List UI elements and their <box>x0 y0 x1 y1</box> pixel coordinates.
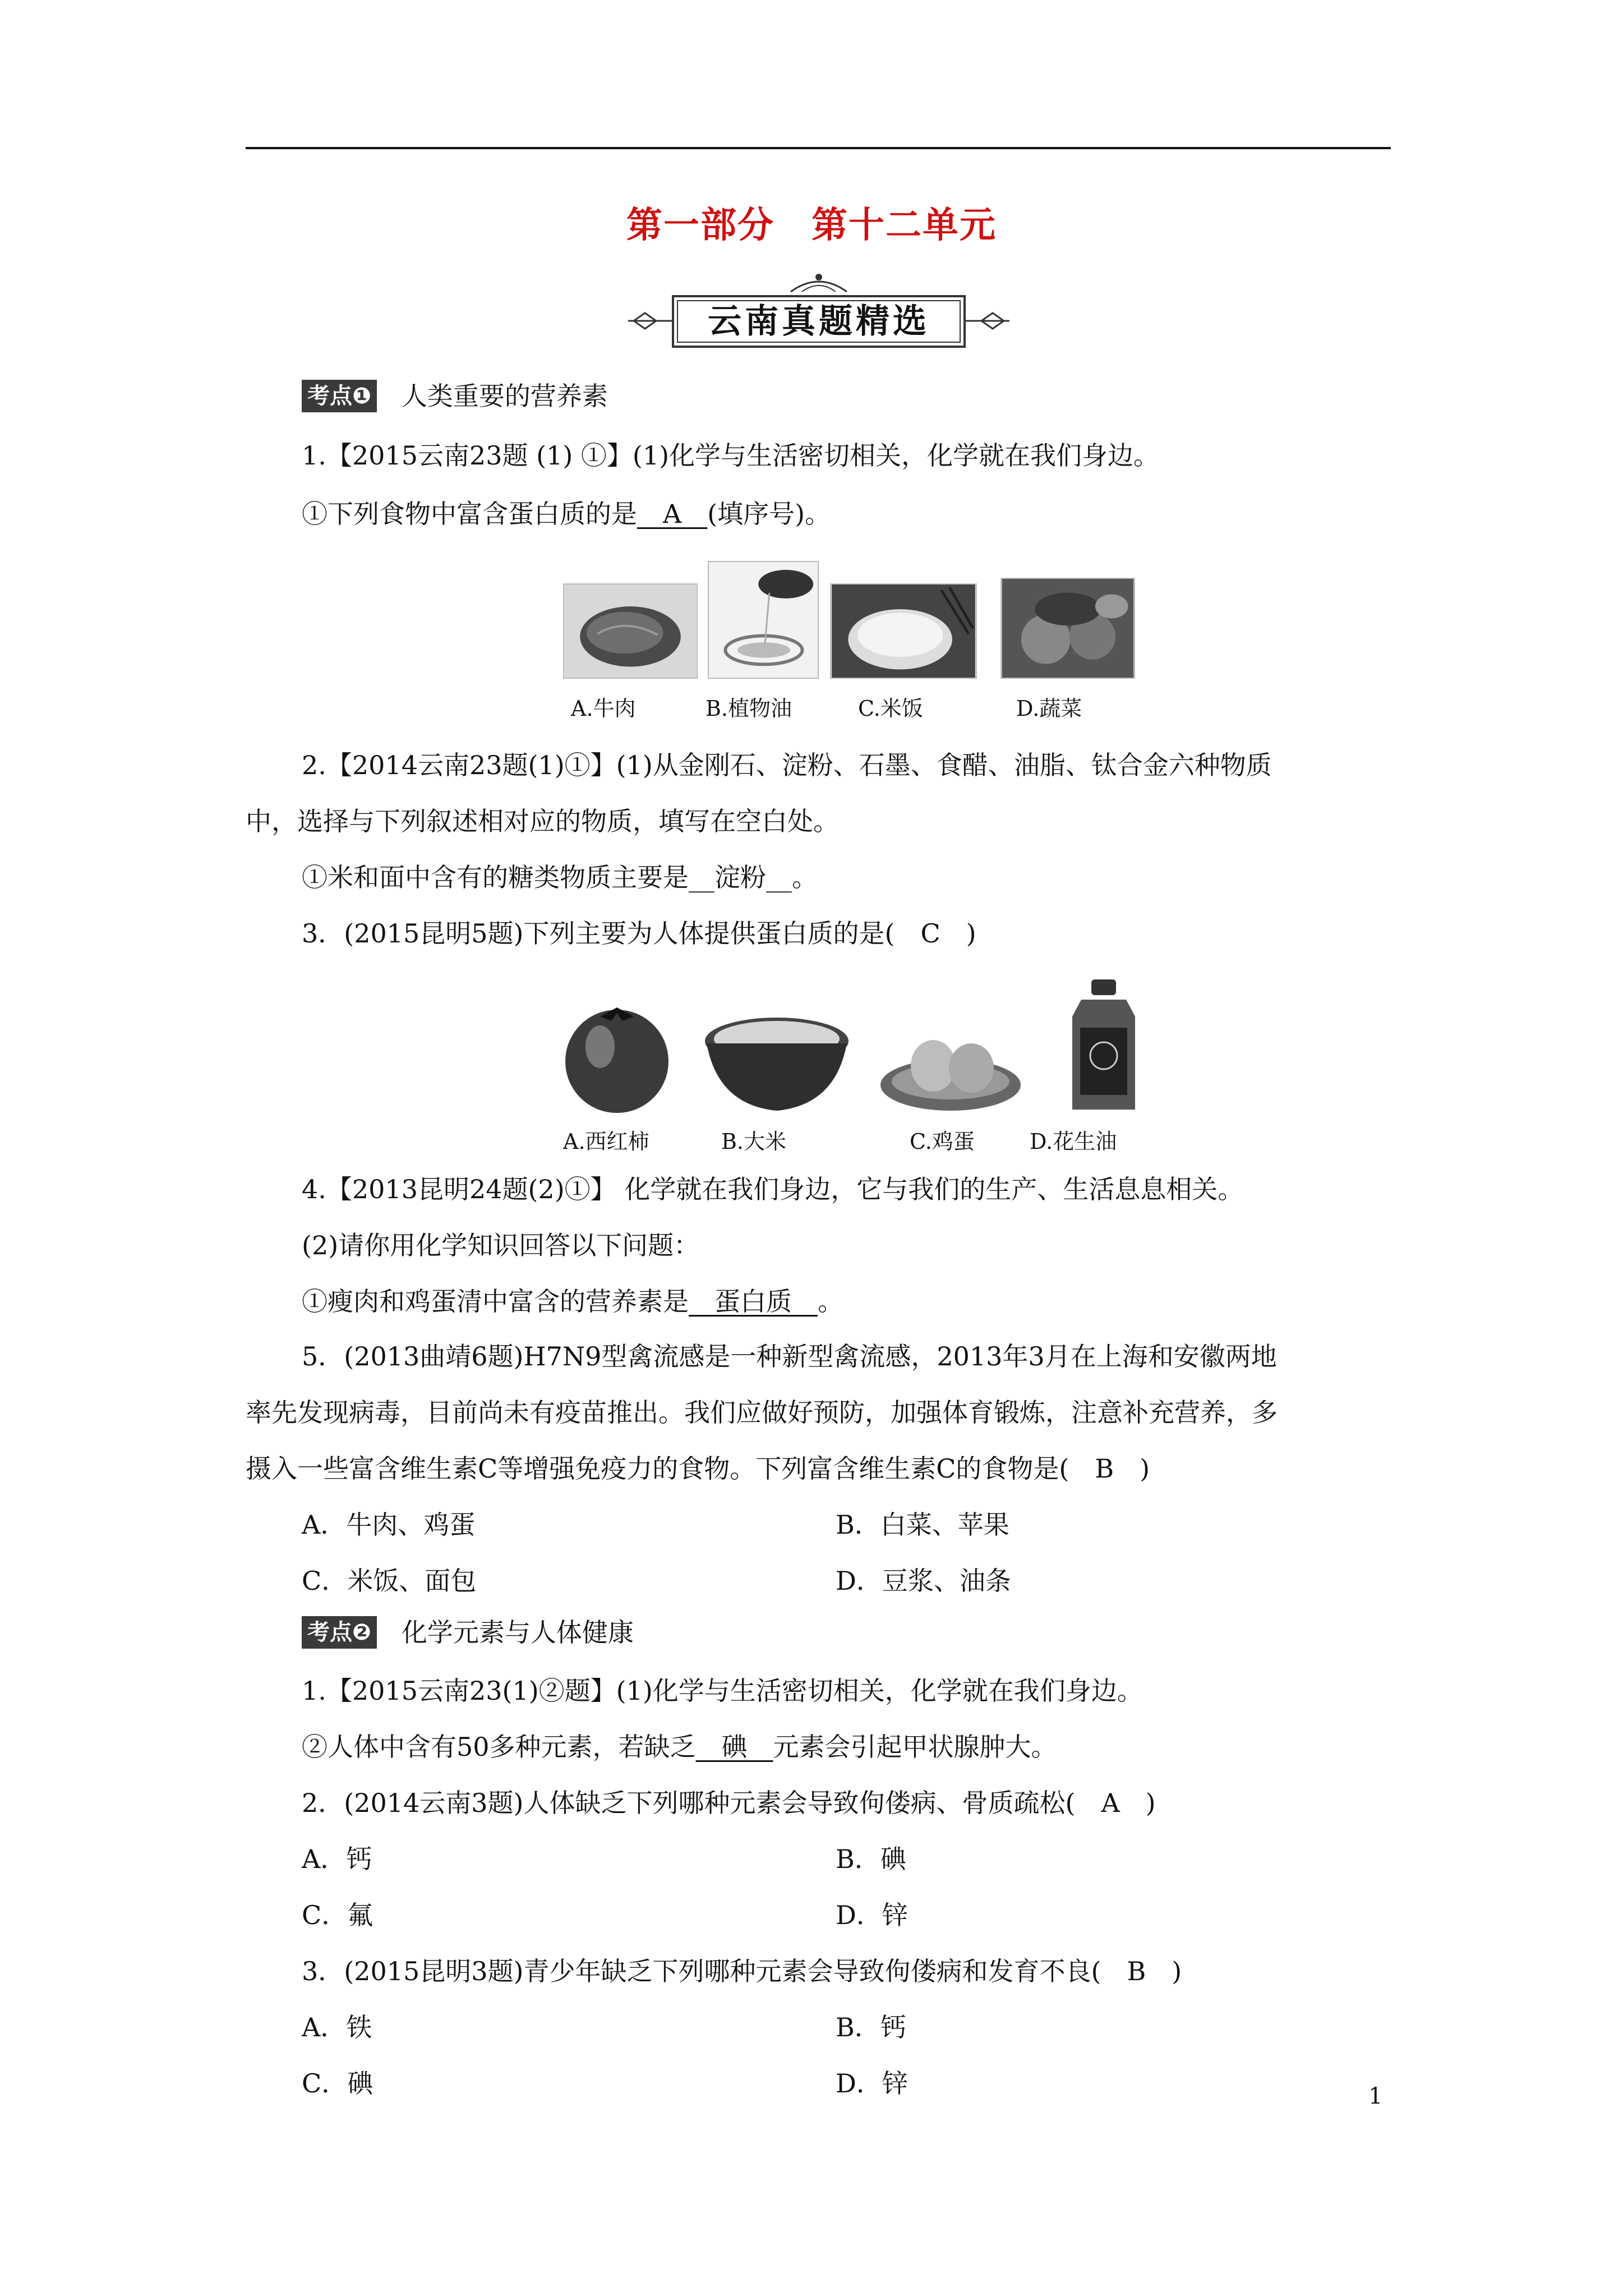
k2q3-option-b: B．钙 <box>836 2012 906 2042</box>
q5-stem-cont2: 摄入一些富含维生素C等增强免疫力的食物。下列富含维生素C的食物是( B ) <box>246 1453 1150 1484</box>
k2q1-question-suffix: 元素会引起甲状腺肿大。 <box>773 1732 1057 1762</box>
q4-stem-cont: (2)请你用化学知识回答以下问题： <box>302 1230 700 1260</box>
k2q3-option-c: C．碘 <box>302 2068 374 2099</box>
q3-caption-c: C.鸡蛋 <box>910 1129 975 1154</box>
kaodian-1-badge: 考点❶ <box>302 380 377 412</box>
q2-stem-cont: 中，选择与下列叙述相对应的物质，填写在空白处。 <box>246 806 839 836</box>
q5-stem: 5．(2013曲靖6题)H7N9型禽流感是一种新型禽流感，2013年3月在上海和安徽两地 <box>302 1341 1277 1372</box>
q5-option-a: A．牛肉、鸡蛋 <box>302 1510 476 1540</box>
peanut-oil-image <box>1064 977 1143 1115</box>
kaodian-2-badge: 考点❷ <box>302 1616 377 1649</box>
q2-question <box>302 861 818 894</box>
k2q2-option-d: D．锌 <box>836 1900 908 1930</box>
k2q2-option-b: B．碘 <box>836 1844 906 1874</box>
vegetables-image <box>1000 578 1135 679</box>
k2q2-stem: 2．(2014云南3题)人体缺乏下列哪种元素会导致佝偻病、骨质疏松( A ) <box>302 1788 1156 1818</box>
k2q2-option-a: A．钙 <box>302 1844 372 1874</box>
q1-caption-c: C.米饭 <box>858 696 923 721</box>
q3-stem: 3．(2015昆明5题)下列主要为人体提供蛋白质的是( C ) <box>302 918 976 949</box>
q4-answer: __蛋白质__ <box>689 1286 818 1317</box>
k2q1-answer: 碘 <box>695 1732 773 1762</box>
k2q3-option-a: A．铁 <box>302 2012 372 2042</box>
q2-question-text: ①米和面中含有的糖类物质主要是 <box>302 862 689 892</box>
top-rule <box>246 147 1391 149</box>
q5-option-c: C．米饭、面包 <box>302 1566 477 1596</box>
banner-title: 云南真题精选 <box>708 302 930 341</box>
k2q3-stem: 3．(2015昆明3题)青少年缺乏下列哪种元素会导致佝偻病和发育不良( B ) <box>302 1956 1182 1986</box>
q2-stem: 2.【2014云南23题(1)①】(1)从金刚石、淀粉、石墨、食醋、油脂、钛合金六种物质 <box>302 750 1272 780</box>
q4-question <box>302 1285 843 1318</box>
q5-option-d: D．豆浆、油条 <box>836 1566 1011 1596</box>
eggs-image <box>877 1023 1024 1115</box>
q3-caption-b: B.大米 <box>721 1129 787 1154</box>
q4-question-suffix: 。 <box>818 1286 843 1317</box>
part-title: 第一部分 第十二单元 <box>626 205 997 246</box>
kaodian-2-title: 化学元素与人体健康 <box>401 1617 634 1648</box>
rice-image <box>830 583 977 679</box>
k2q1-question <box>302 1730 1057 1764</box>
q1-stem: 1.【2015云南23题 (1) ①】(1)化学与生活密切相关，化学就在我们身边。 <box>302 440 1160 471</box>
page-number: 1 <box>1368 2083 1383 2109</box>
q1-question-suffix: (填序号)。 <box>707 499 831 529</box>
q1-caption-d: D.蔬菜 <box>1016 696 1082 721</box>
q5-option-b: B．白菜、苹果 <box>836 1510 1009 1540</box>
q3-caption-a: A.西红柿 <box>563 1129 649 1154</box>
q2-question-suffix: 。 <box>792 862 818 892</box>
k2q1-stem: 1.【2015云南23(1)②题】(1)化学与生活密切相关，化学就在我们身边。 <box>302 1676 1143 1706</box>
tomato-image <box>555 996 679 1115</box>
q1-caption-b: B.植物油 <box>706 696 792 721</box>
k2q3-option-d: D．锌 <box>836 2068 908 2099</box>
rice-bowl-image <box>701 1010 852 1115</box>
q2-answer: __淀粉__ <box>689 862 792 892</box>
vegetable-oil-image <box>708 561 819 679</box>
kaodian-2-header <box>302 1616 634 1649</box>
q1-question-text: ①下列食物中富含蛋白质的是 <box>302 499 637 529</box>
q1-answer: __A__ <box>637 499 708 529</box>
q5-stem-cont1: 率先发现病毒，目前尚未有疫苗推出。我们应做好预防，加强体育锻炼，注意补充营养，多 <box>246 1397 1278 1428</box>
q4-question-text: ①瘦肉和鸡蛋清中富含的营养素是 <box>302 1286 689 1317</box>
beef-image <box>563 583 698 679</box>
k2q1-question-text: ②人体中含有50多种元素，若缺乏 <box>302 1732 696 1762</box>
q3-caption-d: D.花生油 <box>1030 1129 1117 1154</box>
q1-question <box>302 497 831 531</box>
kaodian-1-header <box>302 379 608 413</box>
kaodian-1-title: 人类重要的营养素 <box>401 381 608 411</box>
k2q2-option-c: C．氟 <box>302 1900 374 1930</box>
q4-stem: 4.【2013昆明24题(2)①】 化学就在我们身边，它与我们的生产、生活息息相关。 <box>302 1174 1244 1204</box>
q1-caption-a: A.牛肉 <box>571 696 636 721</box>
